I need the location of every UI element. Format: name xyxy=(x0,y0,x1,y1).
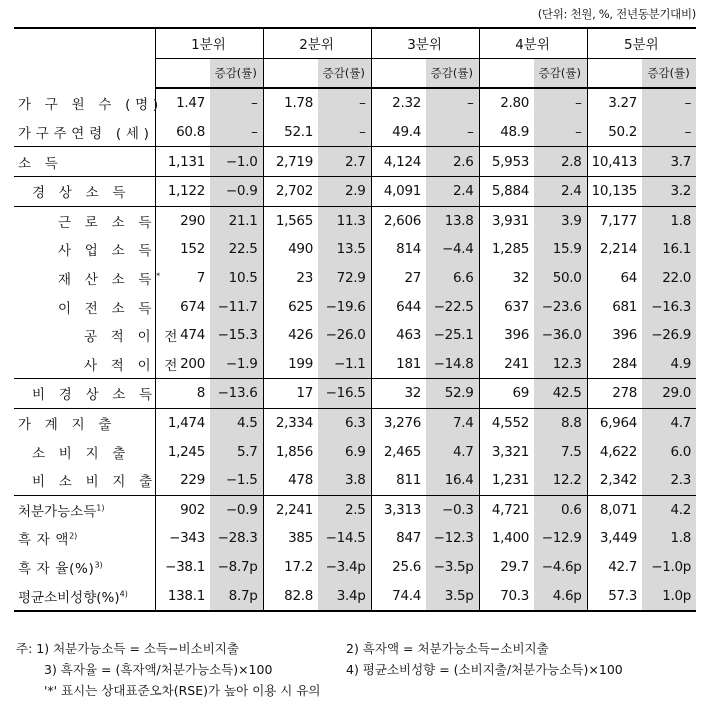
change-value: 7.5 xyxy=(534,437,587,466)
row-label-text: 공 적 이 전 xyxy=(84,329,183,346)
level-value: 138.1 xyxy=(155,581,210,611)
change-value: – xyxy=(642,88,696,118)
row-label xyxy=(14,553,155,582)
row-label xyxy=(14,147,155,177)
change-value: −26.0 xyxy=(318,321,371,350)
level-value: 70.3 xyxy=(479,581,534,611)
change-value: 8.8 xyxy=(534,408,587,437)
level-value: 29.7 xyxy=(479,553,534,582)
change-value: – xyxy=(426,88,479,118)
change-header: 증감(률) xyxy=(426,58,479,88)
table-row xyxy=(14,118,696,147)
change-value: 4.9 xyxy=(642,350,696,379)
level-value: 5,953 xyxy=(479,147,534,177)
level-value: 50.2 xyxy=(587,118,642,147)
footnote-marker: 4) xyxy=(119,589,128,599)
change-value: −25.1 xyxy=(426,321,479,350)
change-value: 8.7p xyxy=(210,581,263,611)
change-value: 50.0 xyxy=(534,264,587,293)
change-value: −12.9 xyxy=(534,524,587,553)
change-value: −19.6 xyxy=(318,292,371,321)
change-value: 6.0 xyxy=(642,437,696,466)
change-value: 12.3 xyxy=(534,350,587,379)
change-value: 16.1 xyxy=(642,235,696,264)
level-value: 10,413 xyxy=(587,147,642,177)
change-value: −1.1 xyxy=(318,350,371,379)
change-value: 2.8 xyxy=(534,147,587,177)
change-value: −3.5p xyxy=(426,553,479,582)
row-label-text: 소 득 xyxy=(18,155,63,172)
footnote-4: 4) 평균소비성향 = (소비지출/처분가능소득)×100 xyxy=(346,662,623,677)
change-value: – xyxy=(210,118,263,147)
table-row xyxy=(14,264,696,293)
change-value: −1.9 xyxy=(210,350,263,379)
change-value: – xyxy=(210,88,263,118)
level-value: 1,131 xyxy=(155,147,210,177)
level-value: 64 xyxy=(587,264,642,293)
level-value: 17 xyxy=(263,379,318,409)
change-value: 22.5 xyxy=(210,235,263,264)
income-expenditure-table xyxy=(14,27,696,612)
level-value: 4,622 xyxy=(587,437,642,466)
level-value: 811 xyxy=(371,466,426,495)
row-label xyxy=(14,437,155,466)
row-label-text: 근 로 소 득 xyxy=(58,214,157,231)
row-label-text: 비 소 비 지 출 xyxy=(32,474,157,491)
level-value: 3,931 xyxy=(479,206,534,235)
change-header: 증감(률) xyxy=(642,58,696,88)
change-value: 52.9 xyxy=(426,379,479,409)
change-value: 72.9 xyxy=(318,264,371,293)
level-value: 463 xyxy=(371,321,426,350)
level-value: 290 xyxy=(155,206,210,235)
level-value: 241 xyxy=(479,350,534,379)
quintile-header: 2분위 xyxy=(263,28,371,58)
level-value: 32 xyxy=(371,379,426,409)
change-value: −1.0 xyxy=(210,147,263,177)
row-label-text: 비 경 상 소 득 xyxy=(32,387,157,404)
change-value: – xyxy=(426,118,479,147)
footnotes xyxy=(16,638,623,701)
table-row xyxy=(14,206,696,235)
level-value: 2,342 xyxy=(587,466,642,495)
row-label xyxy=(14,524,155,553)
level-value: 474 xyxy=(155,321,210,350)
change-value: 22.0 xyxy=(642,264,696,293)
table-row xyxy=(14,437,696,466)
footnote-marker: 3) xyxy=(94,560,103,570)
table-row xyxy=(14,524,696,553)
table-row xyxy=(14,147,696,177)
level-value: 10,135 xyxy=(587,176,642,206)
change-value: 12.2 xyxy=(534,466,587,495)
row-label xyxy=(14,408,155,437)
footnote-1: 주: 1) 처분가능소득 = 소득−비소비지출 xyxy=(16,641,239,656)
table-row xyxy=(14,235,696,264)
level-value: 637 xyxy=(479,292,534,321)
row-label xyxy=(14,379,155,409)
change-value: 3.9 xyxy=(534,206,587,235)
table-row xyxy=(14,553,696,582)
change-value: 7.4 xyxy=(426,408,479,437)
table-row xyxy=(14,88,696,118)
level-value: 4,124 xyxy=(371,147,426,177)
level-value: 27 xyxy=(371,264,426,293)
change-value: 1.8 xyxy=(642,524,696,553)
level-value: 17.2 xyxy=(263,553,318,582)
level-value: 23 xyxy=(263,264,318,293)
row-label xyxy=(14,466,155,495)
level-value: 5,884 xyxy=(479,176,534,206)
change-value: 4.5 xyxy=(210,408,263,437)
level-value: 60.8 xyxy=(155,118,210,147)
level-value: 1,565 xyxy=(263,206,318,235)
change-header: 증감(률) xyxy=(318,58,371,88)
change-header: 증감(률) xyxy=(534,58,587,88)
level-value: 625 xyxy=(263,292,318,321)
level-value: 4,091 xyxy=(371,176,426,206)
level-value: 385 xyxy=(263,524,318,553)
change-value: 4.7 xyxy=(426,437,479,466)
change-value: 4.6p xyxy=(534,581,587,611)
change-value: −36.0 xyxy=(534,321,587,350)
level-value: 396 xyxy=(587,321,642,350)
change-value: 2.6 xyxy=(426,147,479,177)
level-value: 42.7 xyxy=(587,553,642,582)
change-value: 42.5 xyxy=(534,379,587,409)
level-value: 4,721 xyxy=(479,495,534,524)
row-label-text: 경 상 소 득 xyxy=(32,185,131,202)
level-header xyxy=(587,58,642,88)
row-label xyxy=(14,118,155,147)
level-value: 6,964 xyxy=(587,408,642,437)
change-value: 1.8 xyxy=(642,206,696,235)
level-value: 82.8 xyxy=(263,581,318,611)
row-label-text: 처분가능소득 xyxy=(18,503,97,520)
level-value: −343 xyxy=(155,524,210,553)
row-label xyxy=(14,176,155,206)
change-value: −1.5 xyxy=(210,466,263,495)
change-value: −4.4 xyxy=(426,235,479,264)
change-value: −0.9 xyxy=(210,176,263,206)
change-value: −0.3 xyxy=(426,495,479,524)
change-value: 3.2 xyxy=(642,176,696,206)
level-value: 1,474 xyxy=(155,408,210,437)
change-value: 2.7 xyxy=(318,147,371,177)
change-value: −26.9 xyxy=(642,321,696,350)
change-value: −16.5 xyxy=(318,379,371,409)
row-label xyxy=(14,321,183,350)
change-value: 2.5 xyxy=(318,495,371,524)
row-label-text: 평균소비성향(%) xyxy=(18,589,120,606)
level-value: 3,313 xyxy=(371,495,426,524)
change-value: 16.4 xyxy=(426,466,479,495)
level-value: 8 xyxy=(155,379,210,409)
row-label-text: 사 업 소 득 xyxy=(58,243,157,260)
level-value: 7 xyxy=(155,264,210,293)
row-label-text: 소 비 지 출 xyxy=(32,445,131,462)
change-value: 21.1 xyxy=(210,206,263,235)
level-value: 902 xyxy=(155,495,210,524)
change-value: – xyxy=(642,118,696,147)
level-value: 284 xyxy=(587,350,642,379)
level-value: 1,285 xyxy=(479,235,534,264)
table-row xyxy=(14,466,696,495)
level-value: 1,856 xyxy=(263,437,318,466)
level-header xyxy=(155,58,210,88)
change-value: 3.5p xyxy=(426,581,479,611)
row-label-text: 재 산 소 득 xyxy=(58,272,157,289)
change-value: −11.7 xyxy=(210,292,263,321)
level-value: 25.6 xyxy=(371,553,426,582)
change-value: 10.5 xyxy=(210,264,263,293)
footnote-5: '*' 표시는 상대표준오차(RSE)가 높아 이용 시 유의 xyxy=(44,683,321,698)
level-value: 2,241 xyxy=(263,495,318,524)
level-value: 814 xyxy=(371,235,426,264)
change-value: −3.4p xyxy=(318,553,371,582)
change-value: −12.3 xyxy=(426,524,479,553)
level-value: 2,334 xyxy=(263,408,318,437)
quintile-header: 4분위 xyxy=(479,28,587,58)
level-value: 1.47 xyxy=(155,88,210,118)
change-value: 3.7 xyxy=(642,147,696,177)
change-value: 2.4 xyxy=(534,176,587,206)
level-value: 57.3 xyxy=(587,581,642,611)
row-label xyxy=(14,292,155,321)
change-value: 11.3 xyxy=(318,206,371,235)
change-value: – xyxy=(534,118,587,147)
change-value: 6.9 xyxy=(318,437,371,466)
level-value: 2,465 xyxy=(371,437,426,466)
row-label-text: 흑 자 율(%) xyxy=(18,560,95,577)
level-value: 52.1 xyxy=(263,118,318,147)
change-value: 0.6 xyxy=(534,495,587,524)
level-value: 2,606 xyxy=(371,206,426,235)
change-value: −14.8 xyxy=(426,350,479,379)
change-value: −23.6 xyxy=(534,292,587,321)
row-label xyxy=(14,206,155,235)
footnote-marker: 2) xyxy=(69,531,78,541)
level-value: 674 xyxy=(155,292,210,321)
table-row xyxy=(14,408,696,437)
change-value: – xyxy=(534,88,587,118)
level-value: 2,214 xyxy=(587,235,642,264)
quintile-header: 3분위 xyxy=(371,28,479,58)
level-value: 32 xyxy=(479,264,534,293)
level-value: 3,276 xyxy=(371,408,426,437)
level-value: 1,231 xyxy=(479,466,534,495)
change-value: 13.5 xyxy=(318,235,371,264)
change-value: 29.0 xyxy=(642,379,696,409)
change-header: 증감(률) xyxy=(210,58,263,88)
level-value: 1,122 xyxy=(155,176,210,206)
corner-cell xyxy=(14,28,155,88)
change-value: −0.9 xyxy=(210,495,263,524)
change-value: 2.4 xyxy=(426,176,479,206)
change-value: −13.6 xyxy=(210,379,263,409)
change-value: 15.9 xyxy=(534,235,587,264)
table-body xyxy=(14,88,696,611)
change-value: −15.3 xyxy=(210,321,263,350)
change-value: 3.4p xyxy=(318,581,371,611)
level-value: 1,400 xyxy=(479,524,534,553)
row-label xyxy=(14,264,161,293)
change-value: −28.3 xyxy=(210,524,263,553)
row-label xyxy=(14,350,183,379)
table-row xyxy=(14,321,696,350)
level-value: 681 xyxy=(587,292,642,321)
change-value: 4.7 xyxy=(642,408,696,437)
level-value: 478 xyxy=(263,466,318,495)
level-value: 7,177 xyxy=(587,206,642,235)
level-value: 426 xyxy=(263,321,318,350)
level-header xyxy=(371,58,426,88)
change-value: 1.0p xyxy=(642,581,696,611)
level-value: 490 xyxy=(263,235,318,264)
level-value: 3,321 xyxy=(479,437,534,466)
change-value: – xyxy=(318,118,371,147)
table-row xyxy=(14,379,696,409)
change-value: 6.3 xyxy=(318,408,371,437)
level-value: 229 xyxy=(155,466,210,495)
footnote-marker: * xyxy=(156,271,161,281)
level-value: 847 xyxy=(371,524,426,553)
level-value: 1.78 xyxy=(263,88,318,118)
row-label xyxy=(14,235,155,264)
row-label-text: 흑 자 액 xyxy=(18,532,70,549)
level-value: 4,552 xyxy=(479,408,534,437)
change-value: 5.7 xyxy=(210,437,263,466)
level-value: 1,245 xyxy=(155,437,210,466)
change-value: −1.0p xyxy=(642,553,696,582)
change-value: – xyxy=(318,88,371,118)
level-value: 2,702 xyxy=(263,176,318,206)
change-value: 4.2 xyxy=(642,495,696,524)
table-row xyxy=(14,581,696,611)
level-value: 396 xyxy=(479,321,534,350)
level-value: 200 xyxy=(155,350,210,379)
row-label xyxy=(14,495,155,524)
level-value: 2.32 xyxy=(371,88,426,118)
level-value: −38.1 xyxy=(155,553,210,582)
change-value: 2.9 xyxy=(318,176,371,206)
row-label-text: 가구주연령 (세) xyxy=(18,126,154,143)
table-row xyxy=(14,350,696,379)
change-value: −4.6p xyxy=(534,553,587,582)
level-value: 644 xyxy=(371,292,426,321)
row-label-text: 가 구 원 수 (명) xyxy=(18,96,163,113)
change-value: −14.5 xyxy=(318,524,371,553)
level-value: 69 xyxy=(479,379,534,409)
level-value: 8,071 xyxy=(587,495,642,524)
unit-note: (단위: 천원, %, 전년동분기대비) xyxy=(537,7,696,21)
change-value: −22.5 xyxy=(426,292,479,321)
level-value: 3,449 xyxy=(587,524,642,553)
quintile-header: 1분위 xyxy=(155,28,263,58)
row-label xyxy=(14,88,163,118)
change-value: 2.3 xyxy=(642,466,696,495)
change-value: 13.8 xyxy=(426,206,479,235)
row-label-text: 가 계 지 출 xyxy=(18,417,117,434)
change-value: 6.6 xyxy=(426,264,479,293)
footnote-marker: 1) xyxy=(96,503,105,513)
footnote-3: 3) 흑자율 = (흑자액/처분가능소득)×100 xyxy=(44,662,273,677)
level-value: 49.4 xyxy=(371,118,426,147)
level-value: 181 xyxy=(371,350,426,379)
level-value: 2,719 xyxy=(263,147,318,177)
level-header xyxy=(479,58,534,88)
level-header xyxy=(263,58,318,88)
row-label-text: 이 전 소 득 xyxy=(58,300,157,317)
change-value: −8.7p xyxy=(210,553,263,582)
level-value: 199 xyxy=(263,350,318,379)
level-value: 278 xyxy=(587,379,642,409)
table-row xyxy=(14,495,696,524)
footnote-2: 2) 흑자액 = 처분가능소득−소비지출 xyxy=(346,641,549,656)
table-row xyxy=(14,176,696,206)
level-value: 2.80 xyxy=(479,88,534,118)
change-value: 3.8 xyxy=(318,466,371,495)
level-value: 152 xyxy=(155,235,210,264)
change-value: −16.3 xyxy=(642,292,696,321)
level-value: 48.9 xyxy=(479,118,534,147)
level-value: 3.27 xyxy=(587,88,642,118)
level-value: 74.4 xyxy=(371,581,426,611)
table-row xyxy=(14,292,696,321)
quintile-header: 5분위 xyxy=(587,28,696,58)
row-label xyxy=(14,581,155,611)
row-label-text: 사 적 이 전 xyxy=(84,357,183,374)
